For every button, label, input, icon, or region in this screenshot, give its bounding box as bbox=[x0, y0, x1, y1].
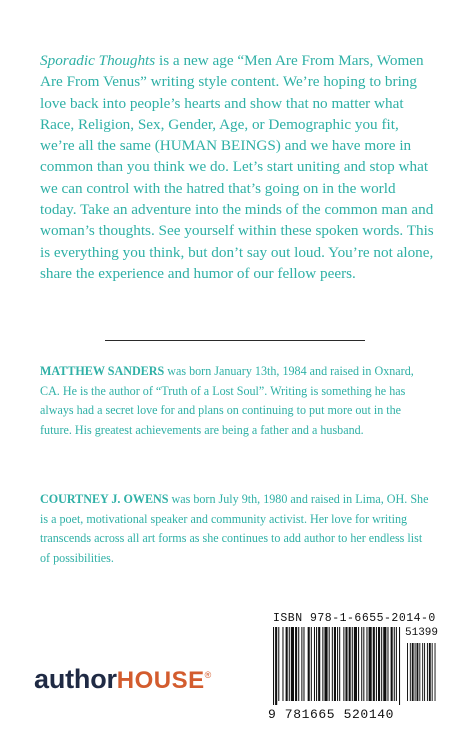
logo-author: author bbox=[34, 664, 117, 694]
registered-mark: ® bbox=[204, 670, 212, 680]
author-bio-text: was born July 9th, 1980 and raised in Lima, OH. She is a poet, motivational speaker and community activist. Her love for writing transcends across all art forms as she continues to add author to her endless list of possibilities. bbox=[40, 492, 429, 566]
price-code: 51399 bbox=[405, 627, 439, 639]
divider-rule bbox=[105, 340, 365, 341]
barcode-icon bbox=[273, 627, 439, 707]
author-bio-courtney bbox=[40, 490, 432, 569]
barcode-digits: 9 781665 520140 bbox=[268, 707, 395, 722]
author-bio-matthew bbox=[40, 362, 432, 441]
isbn-label: ISBN 978-1-6655-2014-0 bbox=[273, 612, 436, 625]
book-title: Sporadic Thoughts bbox=[40, 52, 156, 69]
blurb-text: is a new age “Men Are From Mars, Women Are From Venus” writing style content. We’re hoping to bring love back into people’s hearts and show that no matter what Race, Religion, Sex, Gender, Age, or Demographic you fit, we’re all the same (HUMAN BEINGS) and we have more in common than you think we do. Let’s start uniting and stop what we can control with the hatred that’s going on in the world today. Take an adventure into the minds of the common man and woman’s thoughts. See yourself within these spoken words. This is everything you think, but don’t say out loud. You’re not alone, share the experience and humor of our fellow peers. bbox=[40, 52, 434, 282]
author-bio-text: was born January 13th, 1984 and raised in Oxnard, CA. He is the author of “Truth of a Lost Soul”. Writing is something he has always had a secret love for and plans on continuing to put more out in the future. His greatest achievements are being a father and a husband. bbox=[40, 364, 414, 438]
logo-house: HOUSE bbox=[116, 667, 205, 694]
author-name: COURTNEY J. OWENS bbox=[40, 492, 169, 506]
back-cover-blurb bbox=[40, 50, 435, 284]
publisher-logo bbox=[34, 660, 211, 696]
author-name: MATTHEW SANDERS bbox=[40, 364, 165, 378]
